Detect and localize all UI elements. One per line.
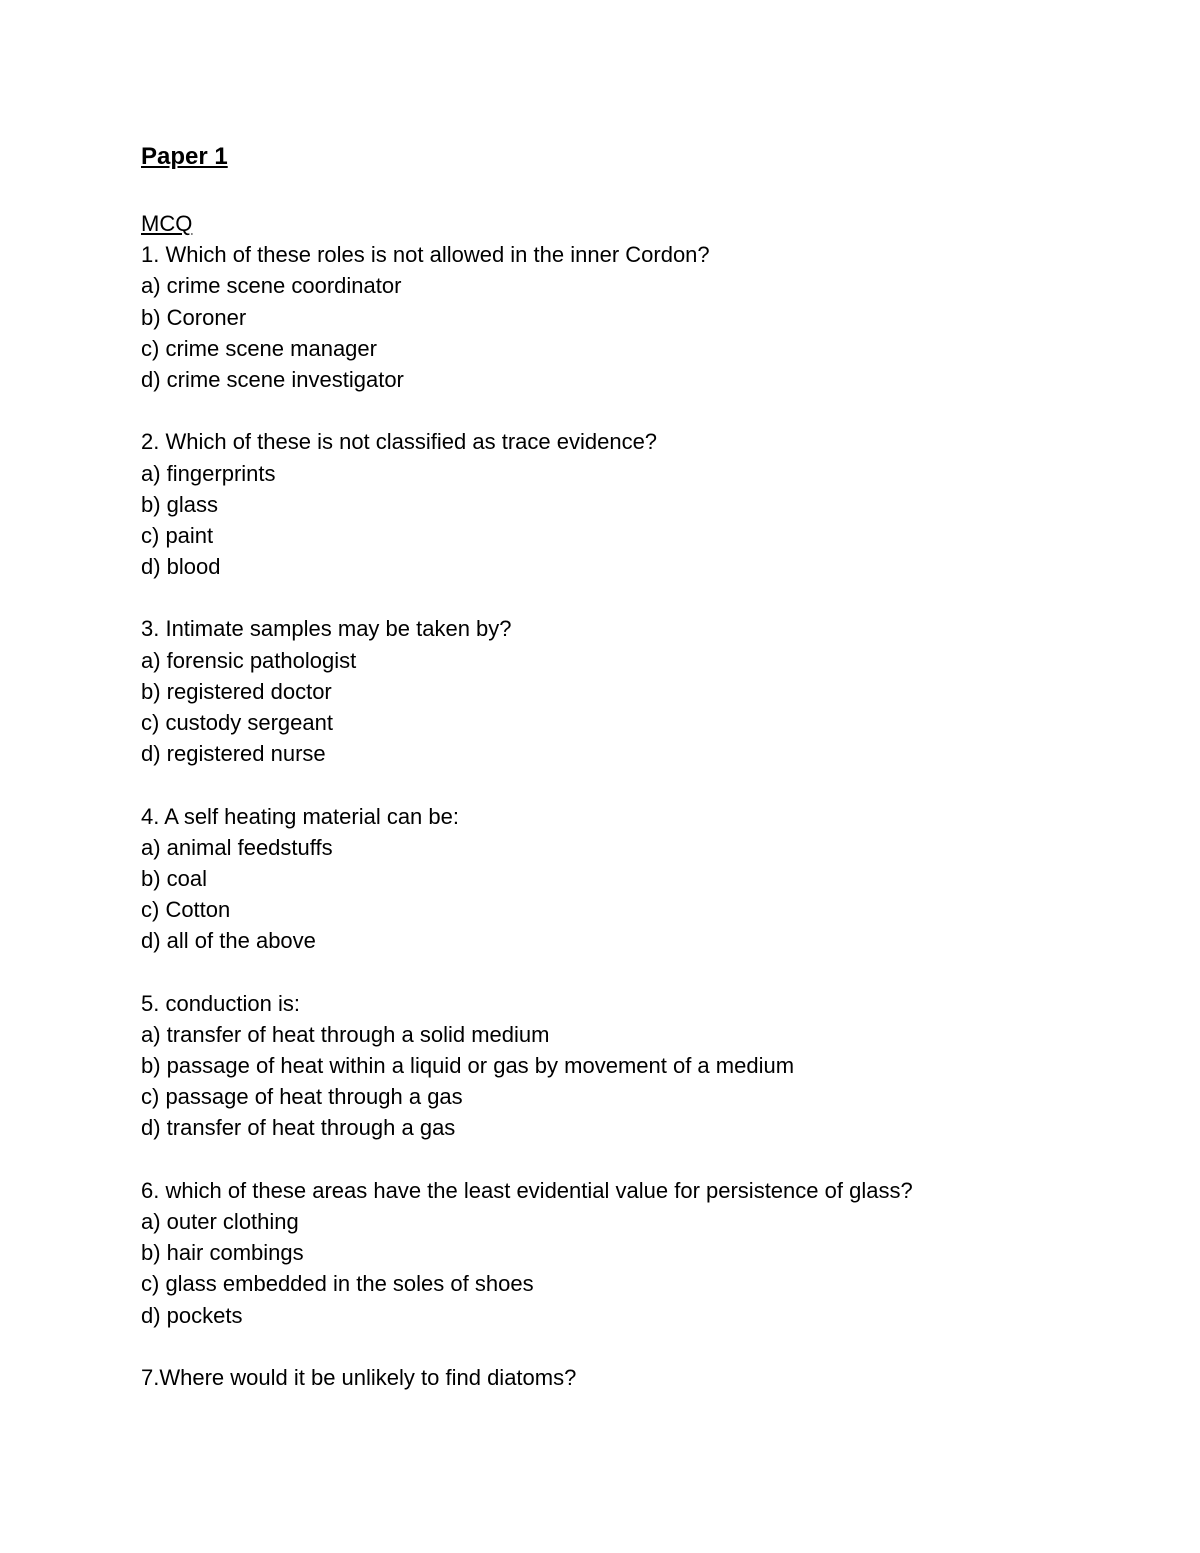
question-block — [141, 988, 1141, 1144]
answer-option: a) fingerprints — [141, 460, 276, 486]
question-block — [141, 613, 1141, 769]
answer-option: d) blood — [141, 554, 221, 580]
answer-option: b) Coroner — [141, 304, 247, 330]
answer-option: b) hair combings — [141, 1240, 304, 1266]
answer-option: c) crime scene manager — [141, 335, 377, 361]
question-block — [141, 801, 1141, 957]
question-block — [141, 426, 1141, 582]
answer-option: b) passage of heat within a liquid or gas by movement of a medium — [141, 1053, 795, 1079]
question-text: 1. Which of these roles is not allowed in the inner Cordon? — [141, 242, 710, 268]
answer-option: d) pockets — [141, 1302, 243, 1328]
question-text: 6. which of these areas have the least evidential value for persistence of glass? — [141, 1177, 913, 1203]
answer-option: b) registered doctor — [141, 678, 332, 704]
answer-option: b) coal — [141, 865, 208, 891]
question-text: 4. A self heating material can be: — [141, 803, 459, 829]
page-title: Paper 1 — [141, 143, 228, 170]
question-block — [141, 239, 1141, 395]
question-text: 5. conduction is: — [141, 990, 300, 1016]
question-text: 7.Where would it be unlikely to find diatoms? — [141, 1364, 577, 1390]
answer-option: a) crime scene coordinator — [141, 273, 402, 299]
question-block — [141, 1175, 1141, 1331]
answer-option: c) custody sergeant — [141, 710, 333, 736]
section-label-mcq: MCQ — [141, 211, 193, 236]
answer-option: c) glass embedded in the soles of shoes — [141, 1271, 534, 1297]
answer-option: d) transfer of heat through a gas — [141, 1115, 456, 1141]
answer-option: c) paint — [141, 522, 214, 548]
answer-option: a) transfer of heat through a solid medium — [141, 1021, 550, 1047]
question-text: 2. Which of these is not classified as trace evidence? — [141, 429, 658, 455]
answer-option: a) animal feedstuffs — [141, 834, 333, 860]
answer-option: a) outer clothing — [141, 1209, 299, 1235]
answer-option: c) passage of heat through a gas — [141, 1084, 463, 1110]
question-list — [141, 239, 1141, 1393]
answer-option: c) Cotton — [141, 897, 231, 923]
answer-option: d) crime scene investigator — [141, 366, 404, 392]
answer-option: a) forensic pathologist — [141, 647, 357, 673]
question-text: 3. Intimate samples may be taken by? — [141, 616, 512, 642]
answer-option: b) glass — [141, 491, 219, 517]
answer-option: d) registered nurse — [141, 741, 326, 767]
question-block — [141, 1362, 1141, 1393]
document-content — [141, 140, 1141, 1393]
answer-option: d) all of the above — [141, 928, 316, 954]
